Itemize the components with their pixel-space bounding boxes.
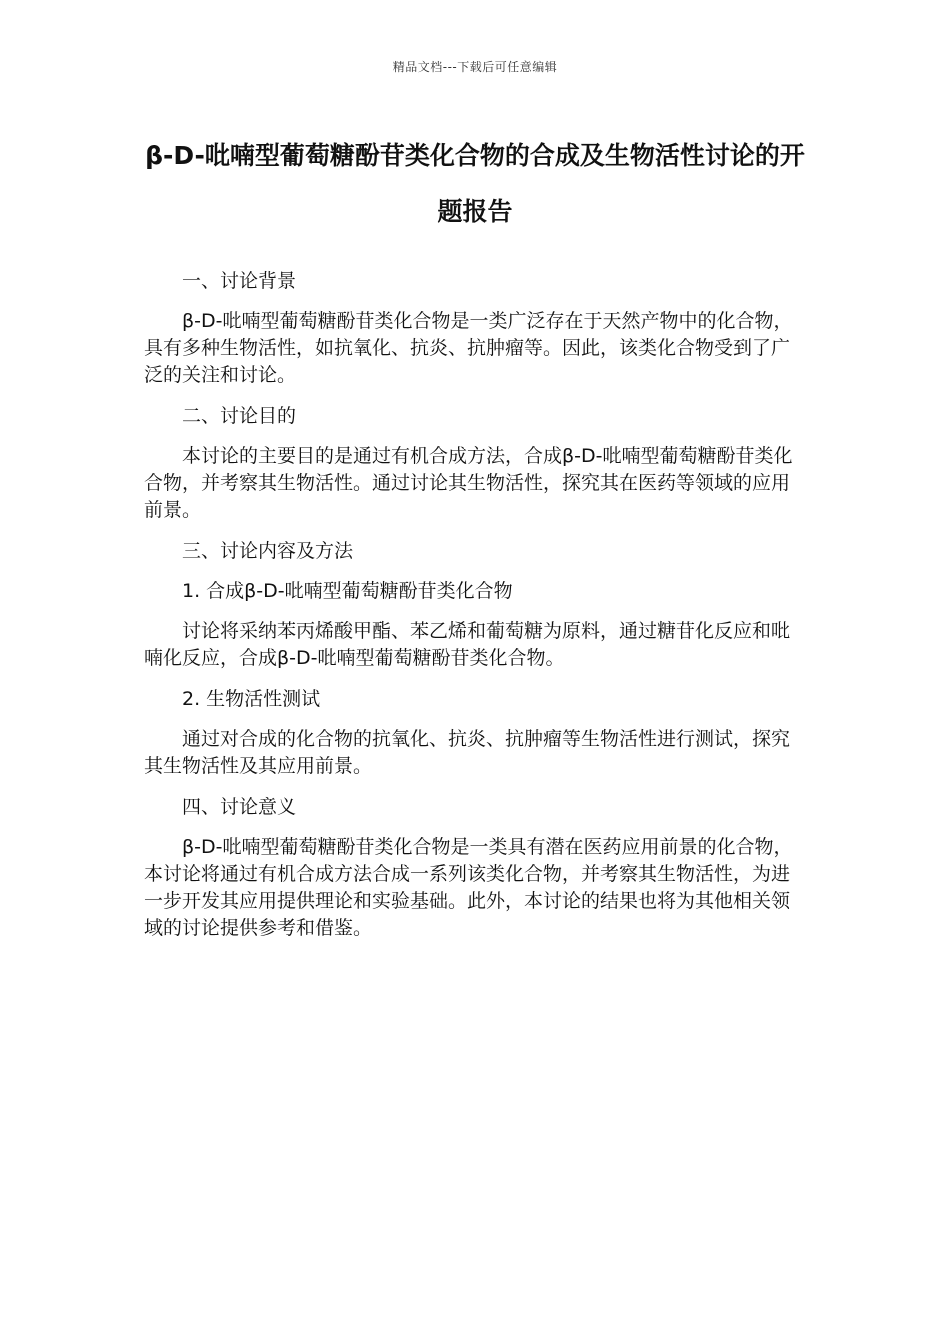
document-title: β-D-吡喃型葡萄糖酚苷类化合物的合成及生物活性讨论的开题报告: [145, 141, 805, 226]
section-heading-purpose: 二、讨论目的: [182, 405, 297, 427]
section-heading-content-methods: 三、讨论内容及方法: [182, 540, 354, 562]
subsection-heading-synthesis: 1. 合成β-D-吡喃型葡萄糖酚苷类化合物: [182, 580, 513, 602]
subsection-paragraph-synthesis: 讨论将采纳苯丙烯酸甲酯、苯乙烯和葡萄糖为原料，通过糖苷化反应和吡喃化反应，合成β-D-吡喃型葡萄糖酚苷类化合物。: [144, 620, 791, 669]
header-note: 精品文档---下载后可任意编辑: [392, 60, 558, 74]
subsection-heading-bioactivity-test: 2. 生物活性测试: [182, 688, 321, 710]
section-heading-significance: 四、讨论意义: [182, 796, 297, 818]
section-paragraph-background: β-D-吡喃型葡萄糖酚苷类化合物是一类广泛存在于天然产物中的化合物，具有多种生物活性，如抗氧化、抗炎、抗肿瘤等。因此，该类化合物受到了广泛的关注和讨论。: [144, 310, 793, 386]
subsection-paragraph-bioactivity-test: 通过对合成的化合物的抗氧化、抗炎、抗肿瘤等生物活性进行测试，探究其生物活性及其应用前景。: [144, 728, 791, 777]
document-body: [144, 268, 804, 956]
section-paragraph-significance: β-D-吡喃型葡萄糖酚苷类化合物是一类具有潜在医药应用前景的化合物，本讨论将通过有机合成方法合成一系列该类化合物，并考察其生物活性，为进一步开发其应用提供理论和实验基础。此外，本讨论的结果也将为其他相关领域的讨论提供参考和借鉴。: [144, 836, 793, 939]
section-paragraph-purpose: 本讨论的主要目的是通过有机合成方法，合成β-D-吡喃型葡萄糖酚苷类化合物，并考察其生物活性。通过讨论其生物活性，探究其在医药等领域的应用前景。: [144, 445, 793, 521]
section-heading-background: 一、讨论背景: [182, 270, 297, 292]
